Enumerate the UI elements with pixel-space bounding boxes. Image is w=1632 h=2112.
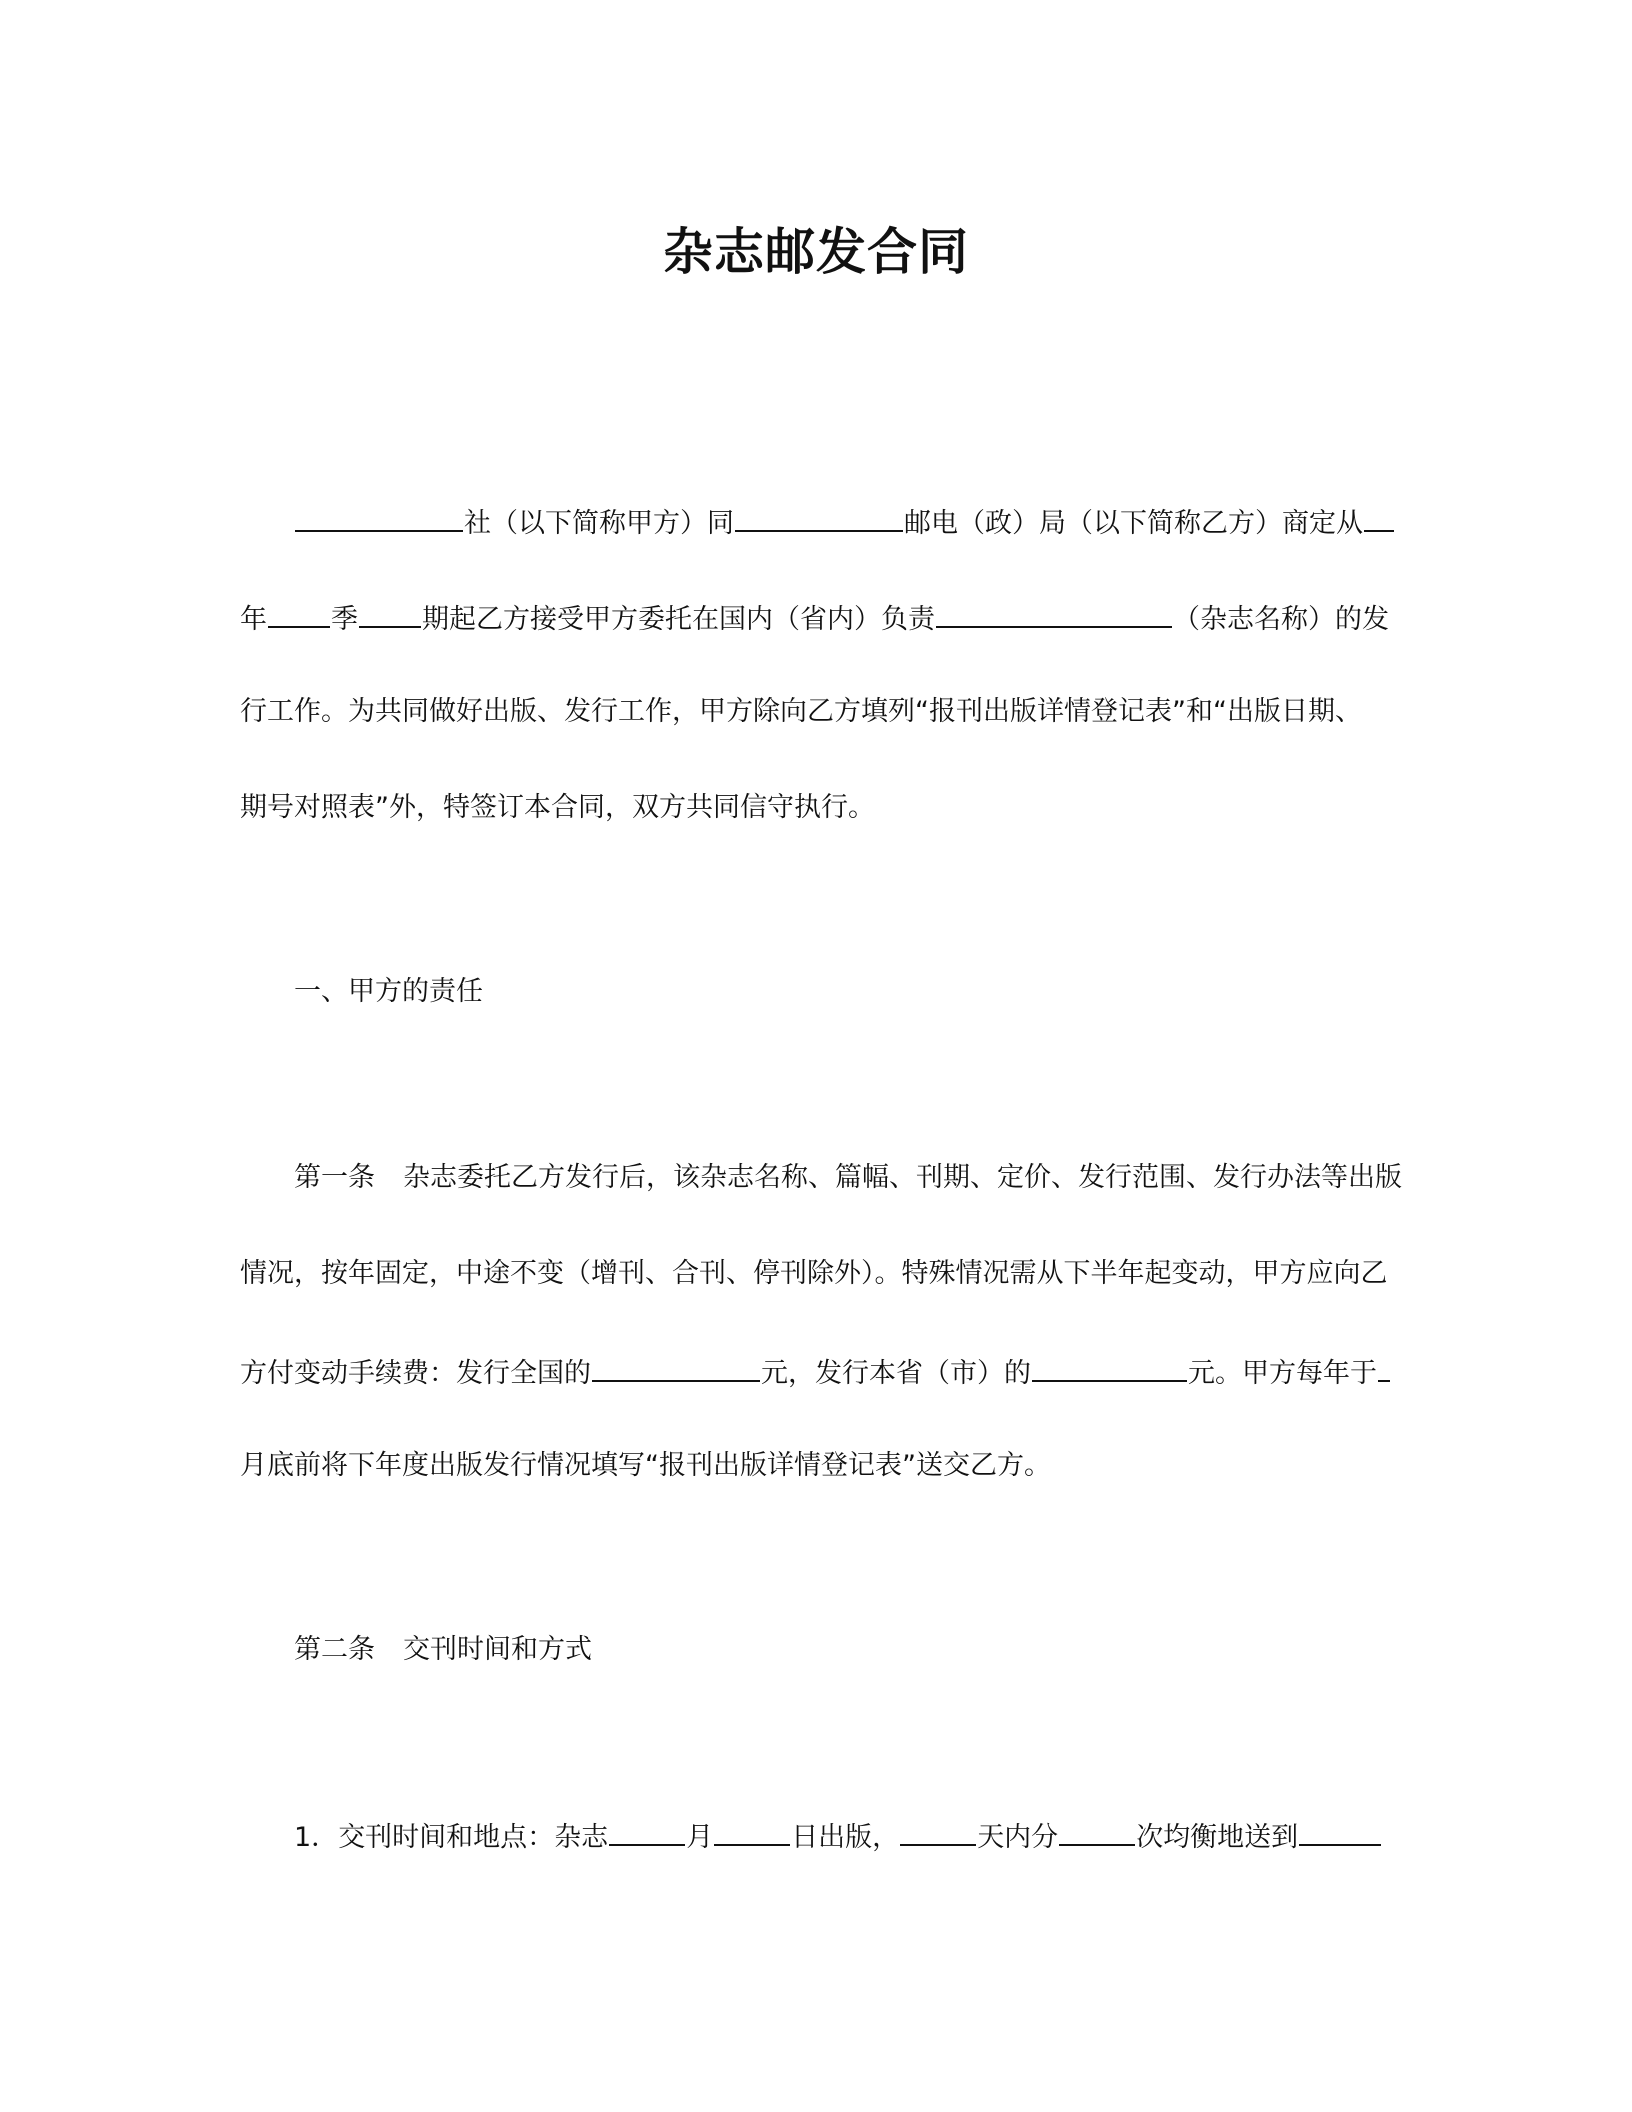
fill-blank-fee-national — [592, 1350, 760, 1382]
intro-text: 社（以下简称甲方）同 — [464, 508, 734, 539]
fill-blank-times — [1059, 1814, 1135, 1846]
document-title: 杂志邮发合同 — [663, 223, 969, 281]
fill-blank-post-office — [735, 500, 903, 532]
intro-text: （杂志名称）的发 — [1173, 604, 1389, 635]
article-text: 杂志委托乙方发行后，该杂志名称、篇幅、刊期、定价、发行范围、发行办法等出版 — [403, 1162, 1402, 1193]
fill-blank-season — [359, 596, 421, 628]
fill-blank-day — [714, 1814, 790, 1846]
item-text: 次均衡地送到 — [1136, 1822, 1299, 1853]
fill-blank-days — [900, 1814, 976, 1846]
fill-blank-magazine-name — [936, 596, 1172, 628]
fill-blank-fee-provincial — [1032, 1350, 1187, 1382]
item-text: 月 — [686, 1822, 714, 1853]
item-1-line — [294, 1814, 1444, 1858]
article-1-line-2: 情况，按年固定，中途不变（增刊、合刊、停刊除外）。特殊情况需从下半年起变动，甲方应向乙 — [240, 1258, 1388, 1289]
item-text: 交刊时间和地点：杂志 — [338, 1822, 609, 1853]
article-label: 第二条 — [294, 1634, 375, 1665]
article-1-line-3 — [240, 1350, 1390, 1394]
fill-blank-destination — [1299, 1814, 1381, 1846]
item-number: 1． — [294, 1822, 339, 1853]
article-label: 第一条 — [294, 1162, 375, 1193]
intro-text: 年 — [240, 604, 267, 635]
item-text: 日出版， — [791, 1822, 900, 1853]
fill-blank-month — [609, 1814, 685, 1846]
article-heading: 交刊时间和方式 — [403, 1634, 592, 1665]
article-text: 元，发行本省（市）的 — [761, 1358, 1031, 1389]
intro-text: 季 — [331, 604, 358, 635]
item-text: 天内分 — [977, 1822, 1059, 1853]
article-1-line-4: 月底前将下年度出版发行情况填写“报刊出版详情登记表”送交乙方。 — [240, 1450, 1051, 1481]
fill-blank-year — [1364, 500, 1394, 532]
fill-blank-publisher — [295, 500, 463, 532]
article-1-line-1 — [294, 1158, 1444, 1198]
intro-line-4: 期号对照表”外，特签订本合同，双方共同信守执行。 — [240, 792, 875, 823]
fill-blank-month — [1378, 1350, 1390, 1382]
article-2-heading — [294, 1630, 1444, 1670]
article-text: 方付变动手续费：发行全国的 — [240, 1358, 591, 1389]
article-text: 元。甲方每年于 — [1188, 1358, 1377, 1389]
intro-text: 期起乙方接受甲方委托在国内（省内）负责 — [422, 604, 935, 635]
intro-text: 邮电（政）局（以下简称乙方）商定从 — [904, 508, 1363, 539]
intro-line-2 — [240, 596, 1390, 640]
intro-line-1 — [294, 500, 1444, 544]
section-heading: 一、甲方的责任 — [294, 976, 483, 1007]
fill-blank-year-digits — [268, 596, 330, 628]
intro-line-3: 行工作。为共同做好出版、发行工作，甲方除向乙方填列“报刊出版详情登记表”和“出版日期、 — [240, 696, 1362, 727]
